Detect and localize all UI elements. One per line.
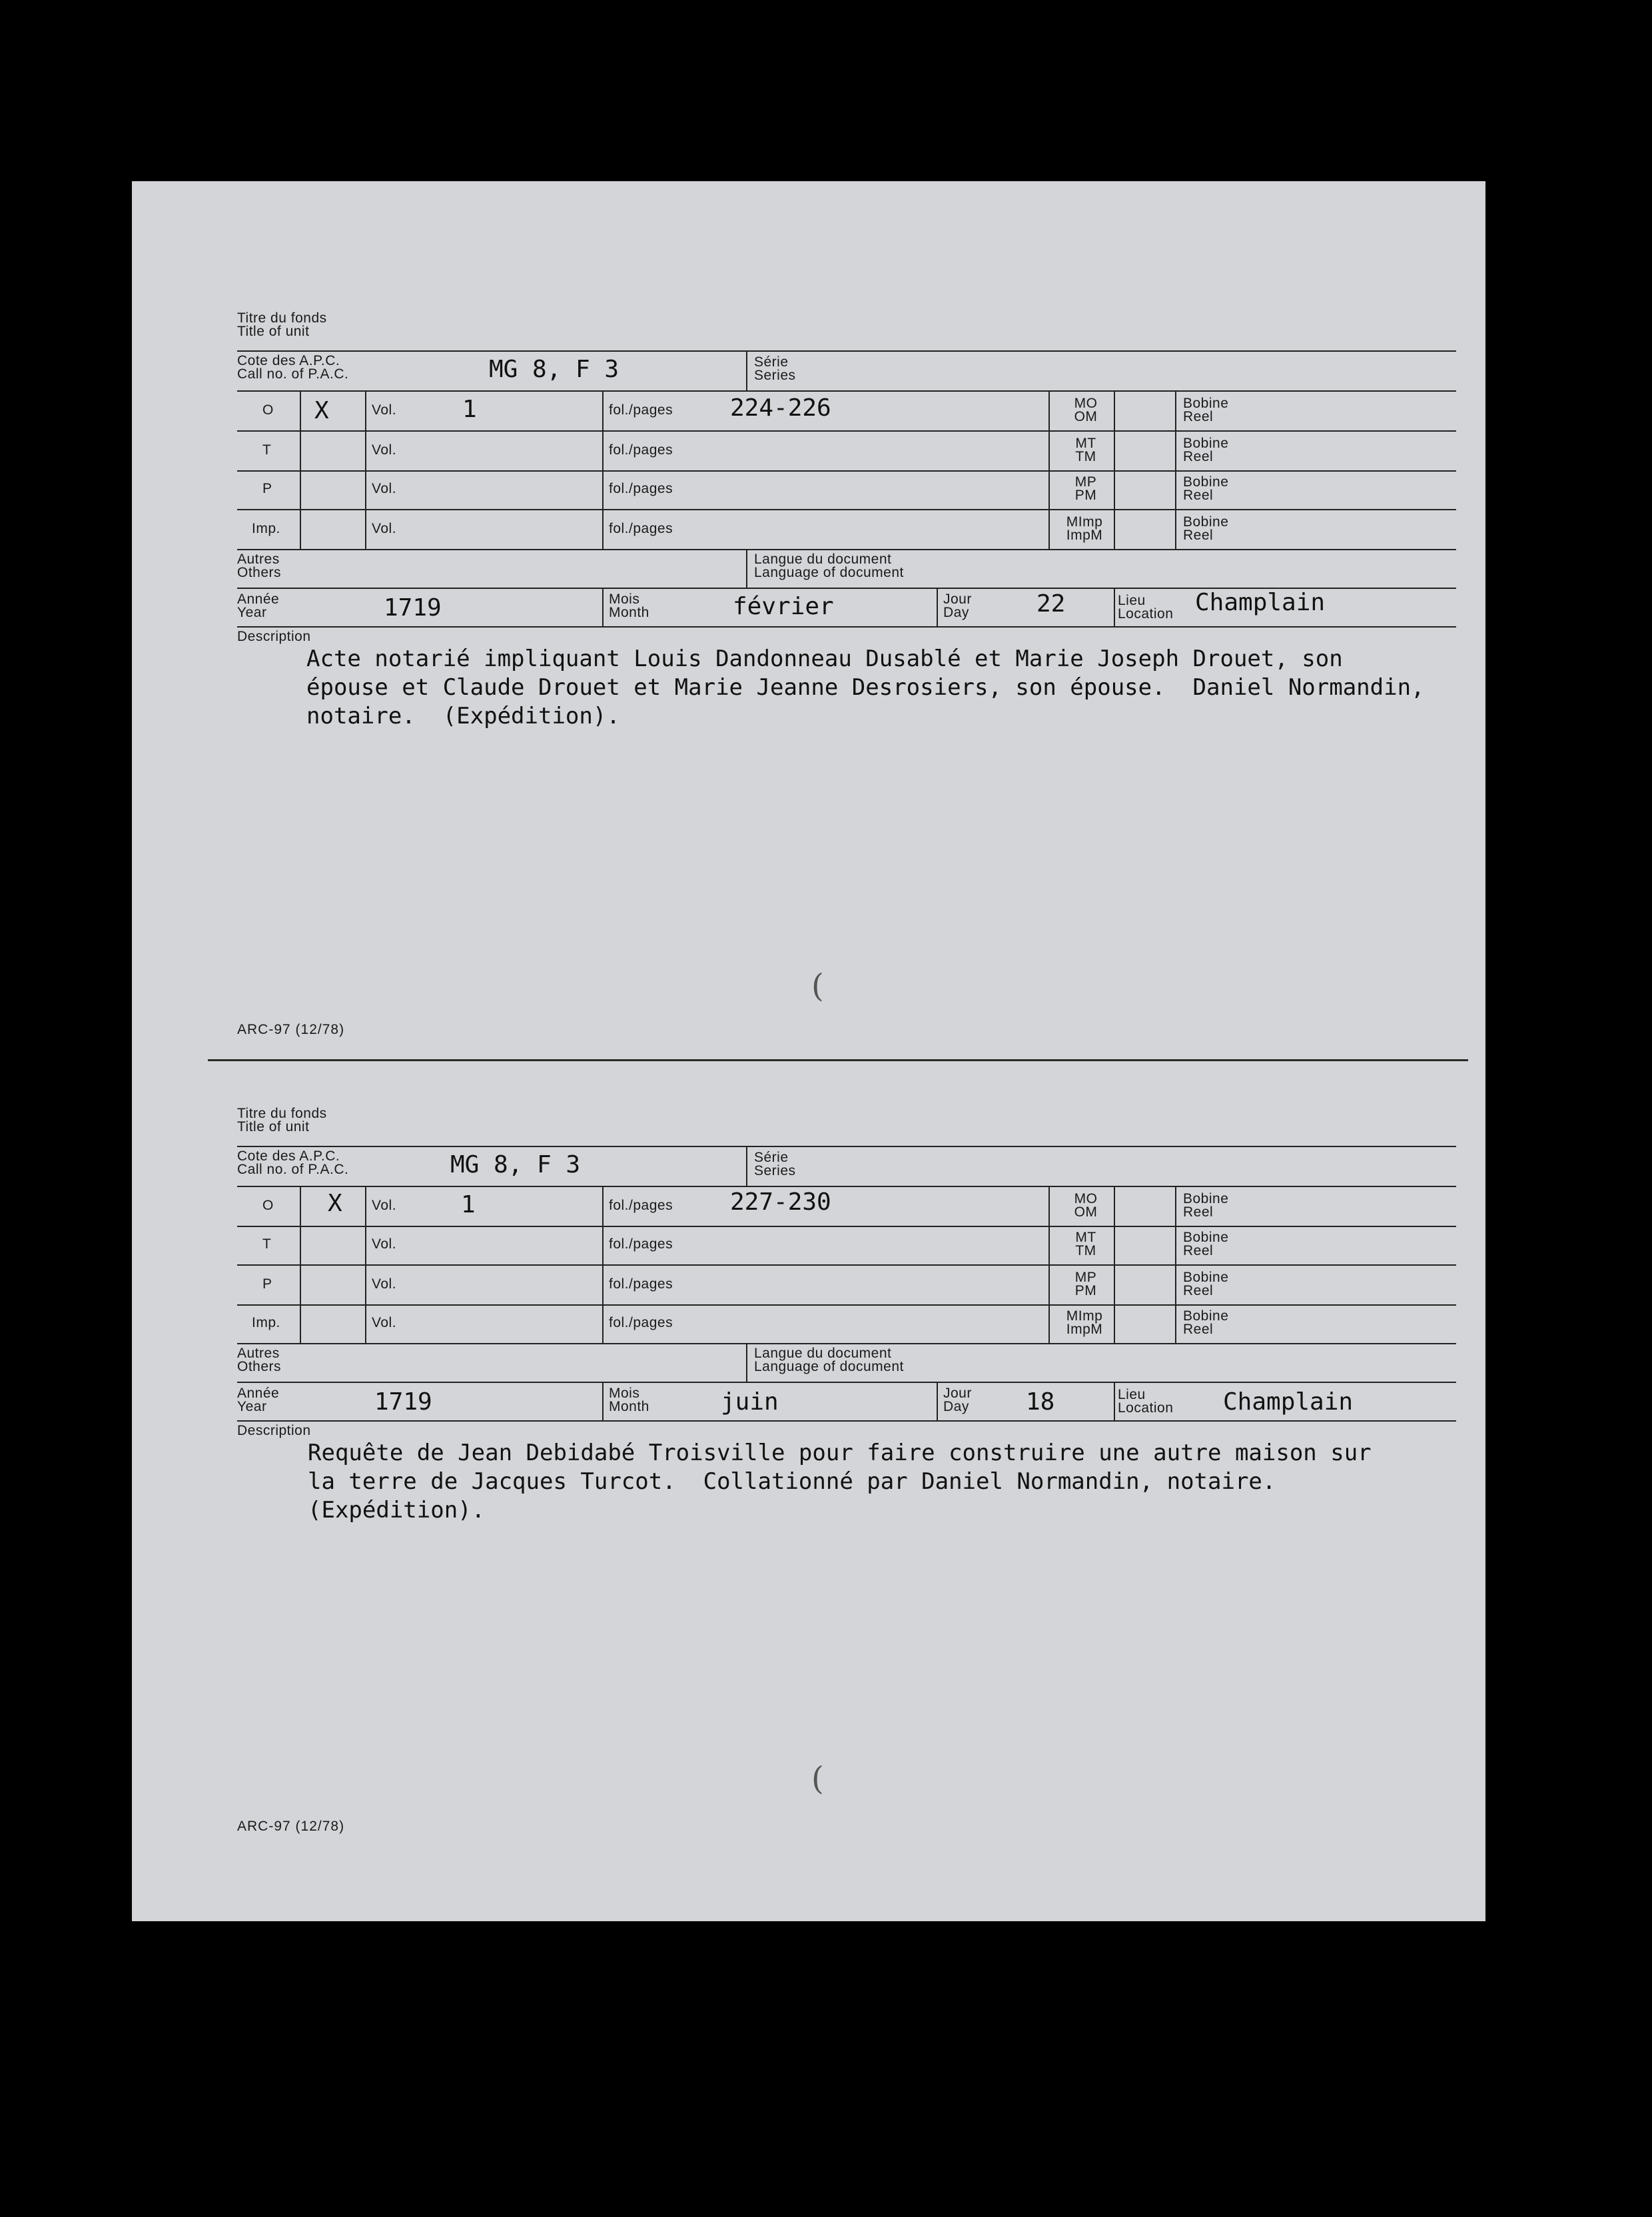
reel-label: Bobine Reel [1183, 1308, 1229, 1337]
others-label: Autres Others [237, 552, 282, 580]
call-no-label: Cote des A.P.C. Call no. of P.A.C. [237, 353, 349, 382]
year-label: Année Year [237, 592, 280, 620]
description-line-1: Acte notarié impliquant Louis Dandonneau Dusablé et Marie Joseph Drouet, son [306, 646, 1343, 672]
year-label: Année Year [237, 1386, 280, 1414]
format-label-mt: MT TM [1075, 436, 1096, 464]
reel-label: Bobine Reel [1183, 1230, 1229, 1258]
vol-label: Vol. [372, 1236, 397, 1252]
month-value: juin [721, 1388, 779, 1416]
row-code-p: P [262, 1276, 272, 1292]
pages-value: 224-226 [730, 394, 831, 422]
month-value: février [733, 593, 834, 620]
vol-label: Vol. [372, 402, 397, 418]
language-label: Langue du document Language of document [754, 552, 904, 580]
bracket-mark: ( [811, 967, 824, 1005]
pages-label: fol./pages [609, 402, 673, 418]
day-label: Jour Day [943, 1386, 972, 1414]
format-label-mt: MT TM [1075, 1230, 1096, 1258]
row-code-imp: Imp. [252, 521, 280, 536]
vol-label: Vol. [372, 1276, 397, 1292]
row-code-t: T [262, 1236, 272, 1252]
form-number: ARC-97 (12/78) [237, 1819, 345, 1834]
title-of-unit-label: Titre du fonds Title of unit [237, 1106, 327, 1134]
pages-label: fol./pages [609, 481, 673, 496]
pages-value: 227-230 [730, 1188, 831, 1216]
year-value: 1719 [384, 594, 442, 622]
vol-label: Vol. [372, 1315, 397, 1330]
description-line-2: épouse et Claude Drouet et Marie Jeanne Desrosiers, son épouse. Daniel Normandin, [306, 674, 1425, 701]
pages-label: fol./pages [609, 1276, 673, 1292]
original-mark: X [314, 397, 329, 424]
index-card-2 [132, 978, 1485, 1834]
pages-label: fol./pages [609, 521, 673, 536]
original-mark: X [328, 1190, 342, 1217]
format-label-mp: MP PM [1074, 474, 1097, 503]
form-number: ARC-97 (12/78) [237, 1022, 345, 1037]
row-code-t: T [262, 442, 272, 458]
reel-label: Bobine Reel [1183, 514, 1229, 543]
vol-label: Vol. [372, 442, 397, 458]
description-line-3: notaire. (Expédition). [306, 703, 620, 729]
row-code-imp: Imp. [252, 1315, 280, 1330]
day-value: 18 [1026, 1388, 1055, 1416]
call-no-value: MG 8, F 3 [489, 356, 620, 383]
microfilm-sheet [132, 181, 1485, 1921]
location-label: Lieu Location [1118, 593, 1174, 622]
row-code-p: P [262, 481, 272, 496]
year-value: 1719 [374, 1388, 432, 1416]
pages-label: fol./pages [609, 1198, 673, 1213]
reel-label: Bobine Reel [1183, 1191, 1229, 1220]
description-line-3: (Expédition). [308, 1497, 486, 1524]
index-card-1 [132, 181, 1485, 1037]
description-label: Description [237, 629, 311, 644]
call-no-label: Cote des A.P.C. Call no. of P.A.C. [237, 1148, 349, 1177]
language-label: Langue du document Language of document [754, 1346, 904, 1374]
location-label: Lieu Location [1118, 1387, 1174, 1416]
format-label-mimp: MImp ImpM [1066, 1308, 1103, 1337]
vol-value: 1 [461, 1191, 476, 1218]
format-label-mo: MO OM [1074, 396, 1098, 424]
reel-label: Bobine Reel [1183, 396, 1229, 424]
format-label-mp: MP PM [1074, 1270, 1097, 1298]
series-label: Série Series [754, 1150, 796, 1178]
day-value: 22 [1036, 590, 1066, 618]
day-label: Jour Day [943, 592, 972, 620]
vol-label: Vol. [372, 481, 397, 496]
month-label: Mois Month [609, 1386, 649, 1414]
location-value: Champlain [1195, 589, 1326, 616]
reel-label: Bobine Reel [1183, 1270, 1229, 1298]
vol-value: 1 [462, 396, 477, 423]
vol-label: Vol. [372, 521, 397, 536]
reel-label: Bobine Reel [1183, 436, 1229, 464]
pages-label: fol./pages [609, 442, 673, 458]
description-label: Description [237, 1423, 311, 1438]
bracket-mark: ( [811, 1760, 824, 1797]
format-label-mo: MO OM [1074, 1191, 1098, 1220]
format-label-mimp: MImp ImpM [1066, 514, 1103, 543]
pages-label: fol./pages [609, 1236, 673, 1252]
others-label: Autres Others [237, 1346, 282, 1374]
title-of-unit-label: Titre du fonds Title of unit [237, 310, 327, 339]
vol-label: Vol. [372, 1198, 397, 1213]
call-no-value: MG 8, F 3 [450, 1151, 581, 1178]
series-label: Série Series [754, 354, 796, 383]
reel-label: Bobine Reel [1183, 474, 1229, 503]
month-label: Mois Month [609, 592, 649, 620]
description-line-2: la terre de Jacques Turcot. Collationné par Daniel Normandin, notaire. [308, 1468, 1276, 1495]
description-line-1: Requête de Jean Debidabé Troisville pour faire construire une autre maison sur [308, 1440, 1372, 1466]
pages-label: fol./pages [609, 1315, 673, 1330]
row-code-o: O [262, 402, 274, 418]
row-code-o: O [262, 1198, 274, 1213]
location-value: Champlain [1223, 1388, 1354, 1416]
